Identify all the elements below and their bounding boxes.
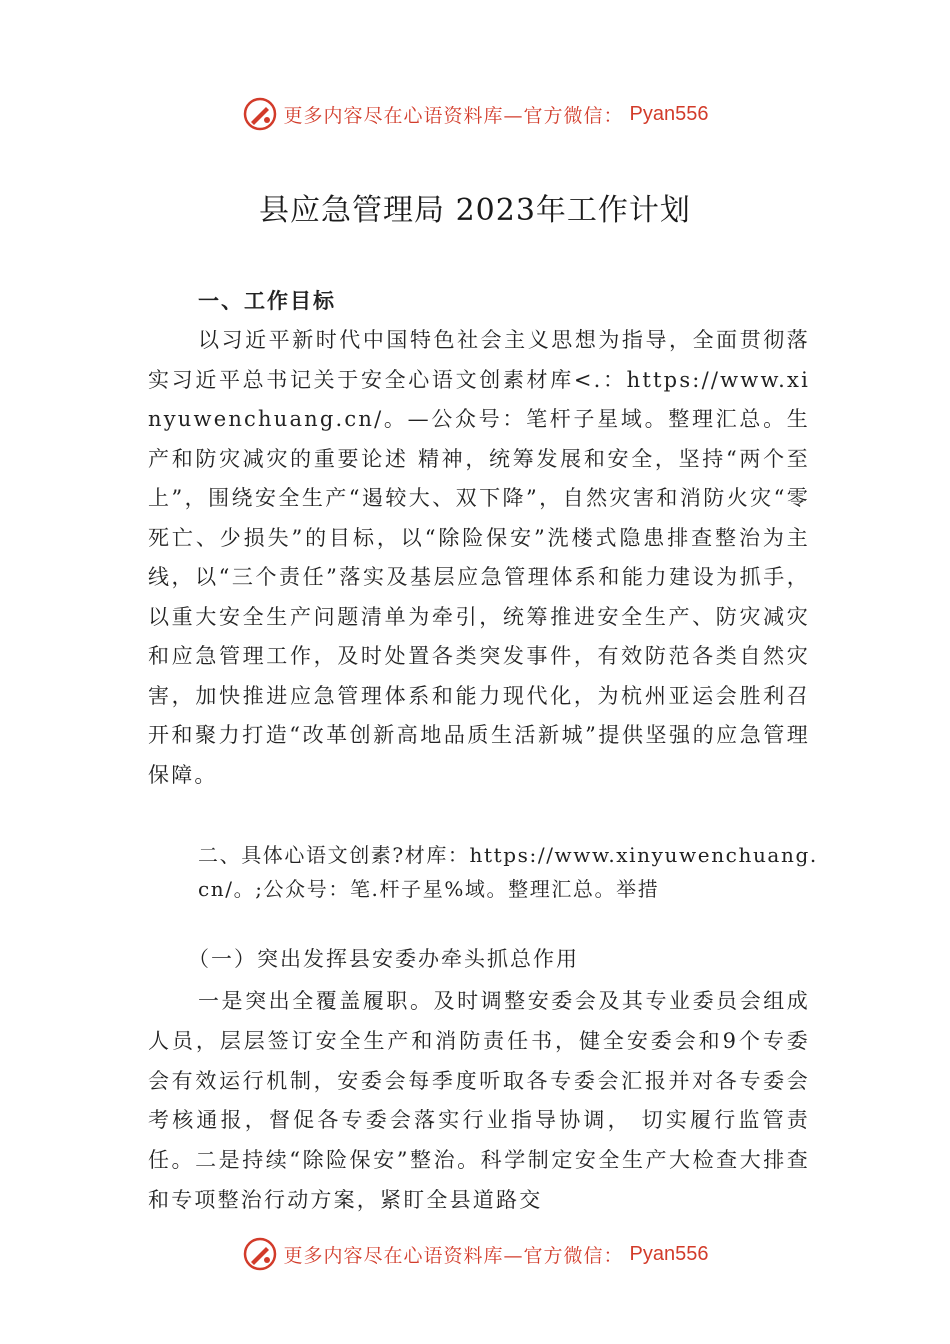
document-title: 县应急管理局 2023年工作计划: [259, 193, 691, 228]
footer-banner: [0, 1236, 950, 1272]
section-heading-goals: 一、工作目标: [198, 289, 336, 313]
pen-seal-logo-icon: [242, 96, 278, 132]
header-banner: [0, 96, 950, 132]
subsection-1-paragraph: 一是突出全覆盖履职。及时调整安委会及其专业委员会组成人员，层层签订安全生产和消防责任书，健全安委会和9个专委会有效运行机制，安委会每季度听取各专委会汇报并对各专委会考核通报，督促各专委会落实行业指导协调， 切实履行监管责任。二是持续“除险保安”整治。科学制定安全生产大检查大排查和专项整治行动方案，紧盯全县道路交: [148, 989, 810, 1212]
banner-wechat-id: Pyan556: [629, 1242, 709, 1265]
goals-paragraph: 以习近平新时代中国特色社会主义思想为指导，全面贯彻落实习近平总书记关于安全心语文创素材库<.：https://www.xinyuwenchuang.cn/。—公众号：笔杆子星域。整理汇总。生产和防灾减灾的重要论述 精神，统筹发展和安全，坚持“两个至上”，围绕安全生产“遏较大、双下降”，自然灾害和消防火灾“零死亡、少损失”的目标，以“除险保安”洗楼式隐患排查整治为主线，以“三个责任”落实及基层应急管理体系和能力建设为抓手，以重大安全生产问题清单为牵引，统筹推进安全生产、防灾减灾和应急管理工作，及时处置各类突发事件，有效防范各类自然灾害，加快推进应急管理体系和能力现代化，为杭州亚运会胜利召开和聚力打造“改革创新高地品质生活新城”提供坚强的应急管理保障。: [148, 328, 810, 787]
pen-seal-logo-icon: [242, 1236, 278, 1272]
banner-wechat-id: Pyan556: [629, 102, 709, 125]
banner-text: 更多内容尽在心语资料库—官方微信：: [283, 1244, 624, 1267]
subsection-heading-1: （一）突出发挥县安委办牵头抓总作用: [188, 947, 579, 971]
section-heading-measures: 二、具体心语文创素?材库：https://www.xinyuwenchuang.cn/。;公众号：笔.杆子星%域。整理汇总。举措: [198, 843, 818, 901]
banner-text: 更多内容尽在心语资料库—官方微信：: [283, 104, 624, 127]
